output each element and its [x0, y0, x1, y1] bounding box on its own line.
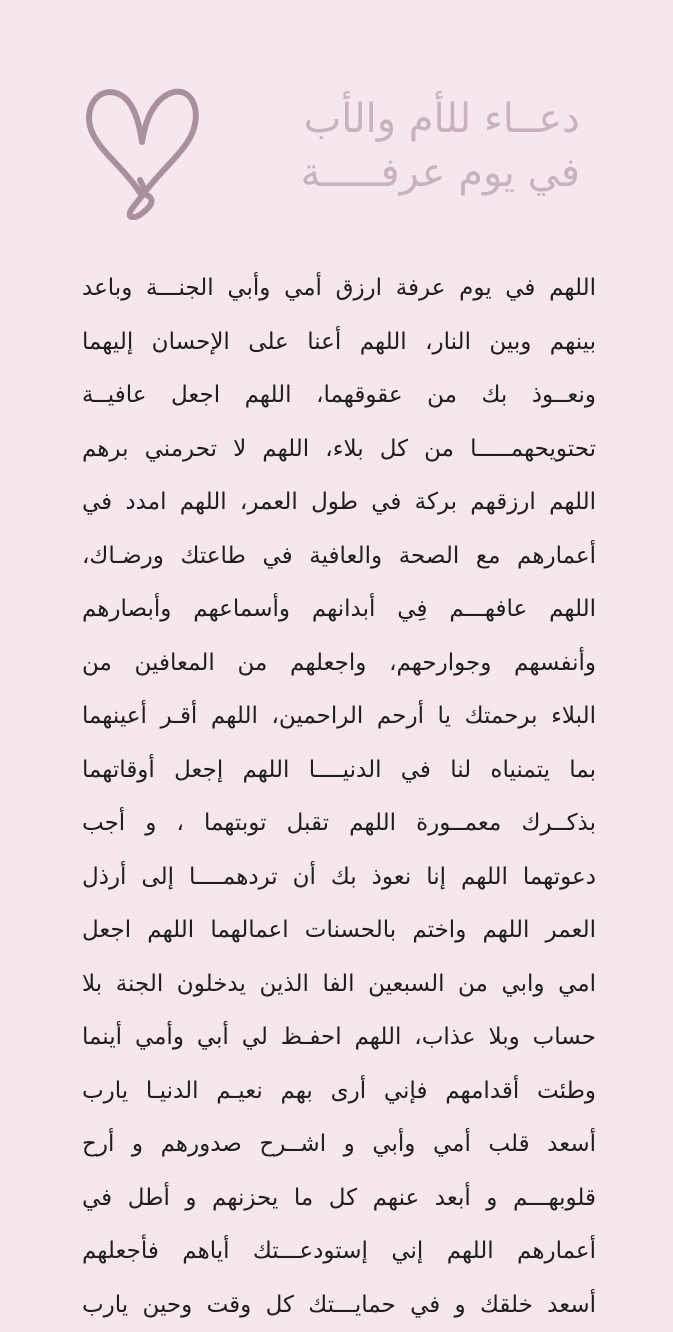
prayer-line-9: البلاء برحمتك يا أرحم الراحمين، اللهم أقـر أعينهما — [82, 690, 596, 744]
prayer-line-13: العمر اللهم واختم بالحسنات اعمالهما اللهم اجعل — [82, 904, 596, 958]
prayer-line-15: حساب وبلا عذاب، اللهم احفـظ لي أبي وأمي أينما — [82, 1011, 596, 1065]
title-line-2: في يوم عرفـــــة — [300, 150, 580, 196]
title-line-1: دعــاء للأم والأب — [304, 96, 580, 142]
prayer-line-5: اللهم ارزقهم بركة في طول العمر، اللهم امدد في — [82, 476, 596, 530]
prayer-line-2: بينهم وبين النار، اللهم أعنا على الإحسان إليهما — [82, 316, 596, 370]
prayer-line-3: ونعــوذ بك من عقوقهما، اللهم اجعل عافيــة — [82, 369, 596, 423]
prayer-line-7: اللهم عافهـــم فِي أبدانهم وأسماعهم وأبصارهم — [82, 583, 596, 637]
prayer-line-11: بذكــرك معمــورة اللهم تقبل توبتهما ، و أجب — [82, 797, 596, 851]
prayer-line-4: تحتويحهمـــــا من كل بلاء، اللهم لا تحرمني برهم — [82, 423, 596, 477]
prayer-line-16: وطئت أقدامهم فإني أرى بهم نعيـم الدنيـا يارب — [82, 1065, 596, 1119]
prayer-line-20: أسعد خلقك و في حمايـــتك كل وقت وحين يارب — [82, 1279, 596, 1332]
prayer-line-12: دعوتهما اللهم إنا نعوذ بك أن تردهمــــا إلى أرذل — [82, 851, 596, 905]
heart-outline-icon — [84, 84, 202, 220]
prayer-line-17: أسعد قلب أمي وأبي و اشــرح صدورهم و أرح — [82, 1118, 596, 1172]
prayer-line-10: بما يتمنياه لنا في الدنيــــا اللهم إجعل أوقاتهما — [82, 744, 596, 798]
prayer-line-6: أعمارهم مع الصحة والعافية في طاعتك ورضـاك، — [82, 530, 596, 584]
prayer-line-14: امي وابي من السبعين الفا الذين يدخلون الجنة بلا — [82, 958, 596, 1012]
prayer-line-19: أعمارهم اللهم إني إستودعـــتك أياهم فأجعلهم — [82, 1225, 596, 1279]
prayer-line-8: وأنفسهم وجوارحهم، واجعلهم من المعافين من — [82, 637, 596, 691]
header — [70, 60, 600, 220]
prayer-text — [82, 262, 596, 1332]
prayer-line-18: قلوبهـــم و أبعد عنهم كل ما يحزنهم و أطل في — [82, 1172, 596, 1226]
prayer-line-1: اللهم في يوم عرفة ارزق أمي وأبي الجنـــة وباعد — [82, 262, 596, 316]
